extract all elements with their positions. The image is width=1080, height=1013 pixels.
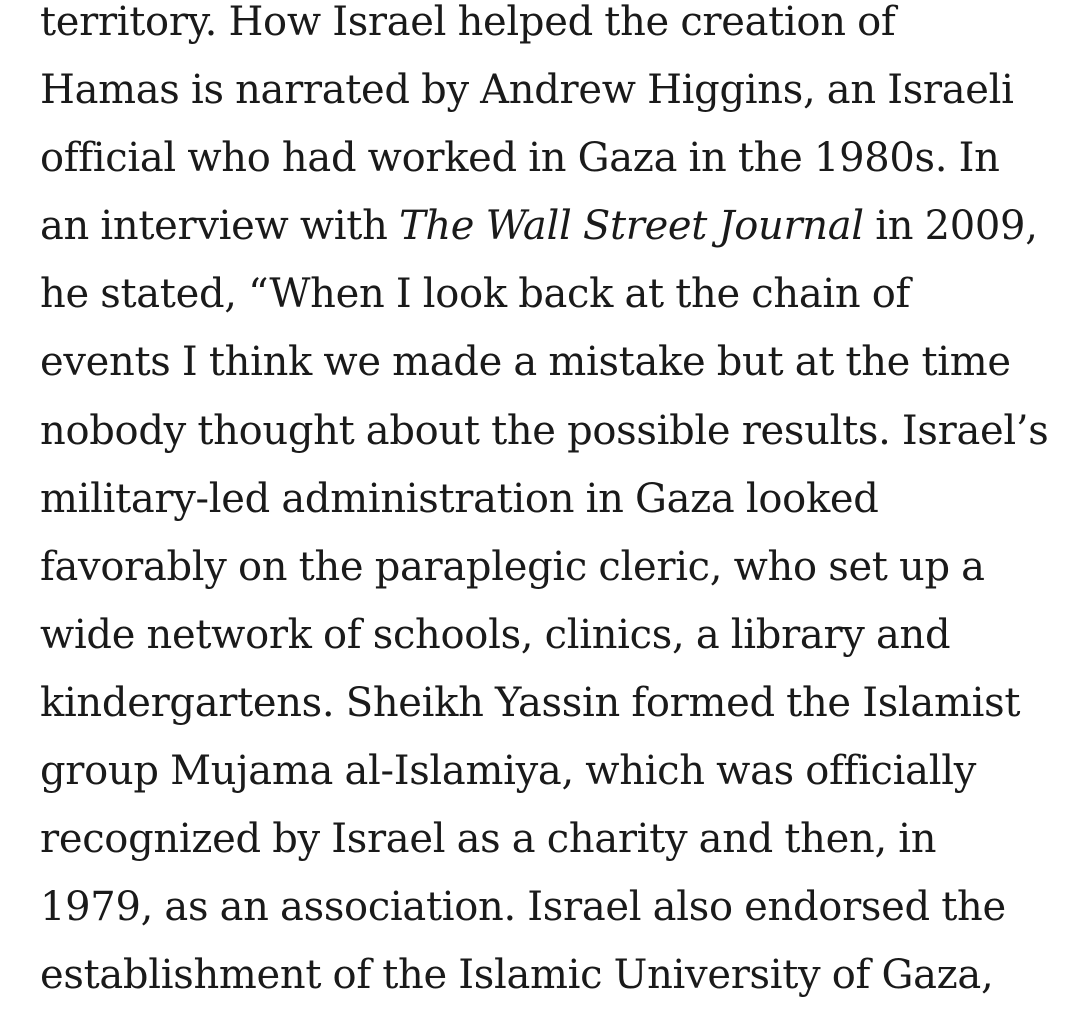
text-line: recognized by Israel as a charity and then, in	[40, 816, 937, 863]
text-line: territory. How Israel helped the creation of	[40, 0, 896, 45]
text-fragment: in 2009,	[863, 203, 1038, 250]
text-line: kindergartens. Sheikh Yassin formed the Islamist	[40, 679, 1021, 726]
text-line: establishment of the Islamic University of Gaza,	[40, 952, 994, 999]
text-line: Hamas is narrated by Andrew Higgins, an Israeli	[40, 67, 1014, 114]
text-line: events I think we made a mistake but at the time	[40, 339, 1011, 386]
text-line: military-led administration in Gaza looked	[40, 475, 879, 522]
text-fragment: an interview with	[40, 203, 399, 250]
text-line	[40, 192, 1060, 260]
text-line: he stated, “When I look back at the chain of	[40, 271, 911, 318]
text-line: nobody thought about the possible results. Israel’s	[40, 407, 1049, 454]
text-line: favorably on the paraplegic cleric, who set up a	[40, 543, 985, 590]
publication-title: The Wall Street Journal	[398, 203, 864, 250]
text-line: 1979, as an association. Israel also endorsed the	[40, 884, 1006, 931]
text-line: wide network of schools, clinics, a library and	[40, 611, 951, 658]
text-line: group Mujama al-Islamiya, which was officially	[40, 748, 976, 795]
article-body	[40, 0, 1060, 1009]
text-line: official who had worked in Gaza in the 1980s. In	[40, 135, 1000, 182]
